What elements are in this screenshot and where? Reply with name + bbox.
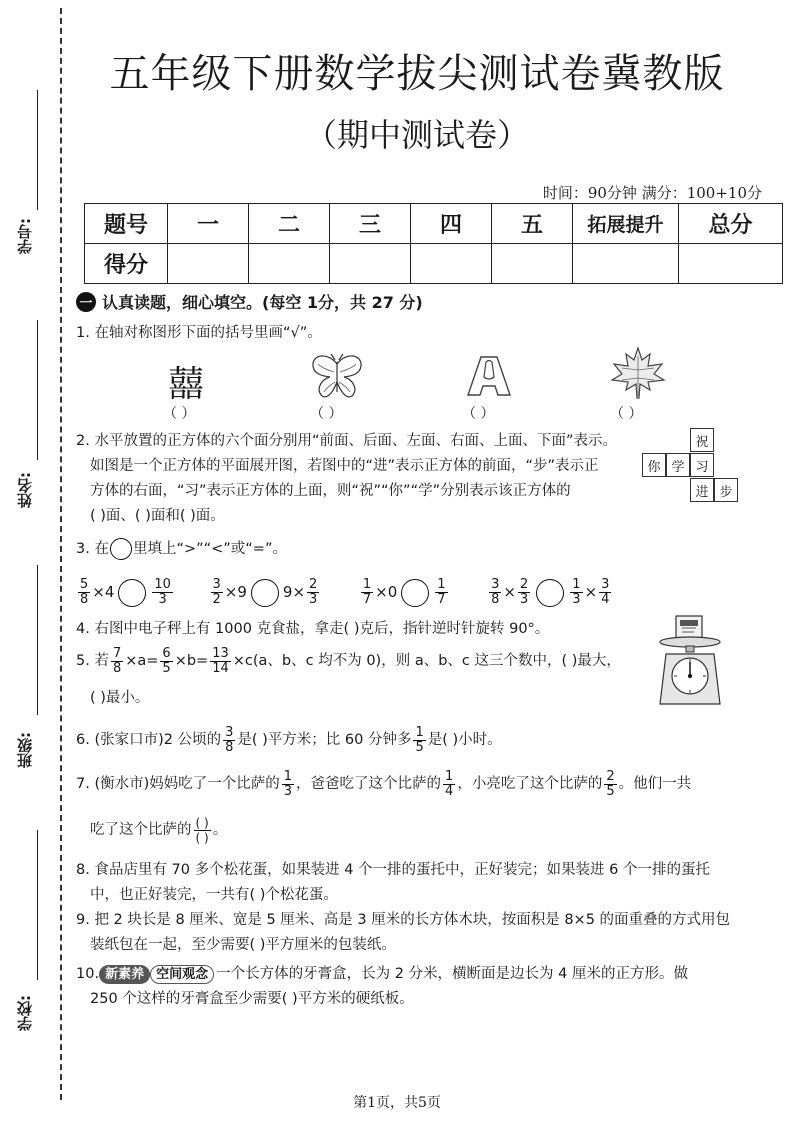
operator: × <box>503 583 516 601</box>
question-10 <box>76 962 688 1012</box>
frac-den: 3 <box>572 592 581 607</box>
school-field-rule <box>37 830 38 980</box>
frac-num: 2 <box>520 577 529 592</box>
net-cell-ni: 你 <box>642 453 666 477</box>
score-table-score-row <box>85 244 783 284</box>
frac-num: 1 <box>362 577 372 592</box>
q7-text: ，爸爸吃了这个比萨的 <box>296 776 442 792</box>
school-label: 学校: <box>16 995 34 1031</box>
frac-den: 5 <box>162 660 171 676</box>
question-7 <box>76 766 691 802</box>
frac-num: 5 <box>80 577 89 592</box>
frac-den: 8 <box>225 739 234 755</box>
q9-line: 装纸包在一起，至少需要( )平方厘米的包装纸。 <box>90 937 396 953</box>
question-5 <box>76 643 621 679</box>
frac-den: 4 <box>445 783 454 799</box>
time-info: 时间：90分钟 满分：100+10分 <box>542 184 762 202</box>
q9-line: 9. 把 2 块长是 8 厘米、宽是 5 厘米、高是 3 厘米的长方体木块，按面积是 8×5 的面重叠的方式用包 <box>76 912 731 928</box>
page-footer: 第1页，共5页 <box>353 1095 441 1111</box>
frac-num: 3 <box>491 577 500 592</box>
answer-paren[interactable]: （ ） <box>610 406 643 422</box>
question-3 <box>76 537 287 562</box>
q5-text: ×a= <box>125 653 159 669</box>
class-field-rule <box>37 565 38 715</box>
frac-den: 7 <box>437 592 446 607</box>
score-cell: 三 <box>330 204 411 244</box>
maple-leaf-icon <box>610 346 666 400</box>
q8-line: 8. 食品店里有 70 多个松花蛋，如果装进 4 个一排的蛋托中，正好装完；如果装进 6 个一排的蛋托 <box>76 862 710 878</box>
question-2-line: ( )面、( )面和( )面。 <box>90 508 225 524</box>
frac-num: 7 <box>112 645 122 661</box>
compare-circle[interactable] <box>401 579 429 607</box>
score-cell: 总分 <box>679 204 783 244</box>
electronic-scale-icon <box>656 612 724 710</box>
frac-den: 3 <box>309 592 318 607</box>
answer-paren[interactable]: （ ） <box>310 406 343 422</box>
score-cell: 二 <box>249 204 330 244</box>
name-field-rule <box>37 320 38 460</box>
q7-text: 吃了这个比萨的 <box>90 822 192 838</box>
section-title: 认真读题，细心填空。(每空 1分，共 27 分) <box>102 293 423 312</box>
net-cell-zhu: 祝 <box>690 428 714 452</box>
q7-text: ，小亮吃了这个比萨的 <box>457 776 603 792</box>
frac-den: 4 <box>601 592 610 607</box>
frac-num: 1 <box>415 724 424 740</box>
q8-line: 中，也正好装完，一共有( )个松花蛋。 <box>90 887 338 903</box>
frac-num: 2 <box>309 577 318 592</box>
question-2-line: 方体的右面，“习”表示正方体的上面，则“祝”“你”“学”分别表示该正方体的 <box>90 483 571 499</box>
compare-item <box>76 577 180 607</box>
question-3-prefix: 3. 在 <box>76 541 109 557</box>
q6-text: 是( )平方米；比 60 分钟多 <box>237 732 412 748</box>
question-3-suffix: 里填上“>”“<”或“=”。 <box>132 541 287 557</box>
score-row-label: 得分 <box>85 244 168 284</box>
spatial-concept-tag: 空间观念 <box>150 965 214 984</box>
score-input-cell[interactable] <box>411 244 492 284</box>
q5-text: ( )最小。 <box>90 690 150 706</box>
compare-item <box>487 577 613 607</box>
compare-circle[interactable] <box>251 579 279 607</box>
question-2 <box>76 429 617 529</box>
frac-den: 2 <box>212 592 221 607</box>
q10-number: 10. <box>76 966 100 982</box>
net-cell-bu: 步 <box>714 478 738 502</box>
question-1-text: 1. 在轴对称图形下面的括号里画“√”。 <box>76 325 322 341</box>
page-subtitle: （期中测试卷） <box>304 116 529 154</box>
frac-num: 10 <box>154 577 171 592</box>
frac-den: 8 <box>112 660 122 676</box>
double-happiness-icon: 囍 <box>168 364 205 405</box>
question-7-line2 <box>76 812 227 848</box>
name-label: 姓名: <box>16 472 34 508</box>
page-title: 五年级下册数学拔尖测试卷冀教版 <box>109 51 725 97</box>
q10-line: 一个长方体的牙膏盒，长为 2 分米，横断面是边长为 4 厘米的正方形。做 <box>216 966 688 982</box>
section-number: 一 <box>76 292 96 312</box>
question-3-items <box>76 574 613 610</box>
question-6 <box>76 722 502 758</box>
binding-dashed-line <box>60 8 62 1100</box>
compare-circle[interactable] <box>536 579 564 607</box>
compare-item <box>209 577 327 607</box>
frac-den: 8 <box>491 592 500 607</box>
operator: ×4 <box>92 583 115 601</box>
frac-num: 1 <box>572 577 581 592</box>
frac-num: 1 <box>437 577 446 592</box>
q6-text: 是( )小时。 <box>427 732 502 748</box>
frac-num: 1 <box>445 768 454 784</box>
q10-line: 250 个这样的牙膏盒至少需要( )平方米的硬纸板。 <box>90 991 414 1007</box>
frac-num: 2 <box>606 768 615 784</box>
operator: ×0 <box>375 583 398 601</box>
net-cell-xi: 习 <box>690 453 714 477</box>
score-table-header-row <box>85 204 783 244</box>
score-cell: 题号 <box>85 204 168 244</box>
score-input-cell[interactable] <box>492 244 573 284</box>
frac-den: 14 <box>212 660 229 676</box>
frac-den: 3 <box>520 592 529 607</box>
frac-den: 7 <box>362 592 372 607</box>
net-cell-xue: 学 <box>666 453 690 477</box>
score-table <box>84 203 783 284</box>
operator: 9× <box>282 583 306 601</box>
frac-num: ( ) <box>195 815 209 830</box>
frac-num: 1 <box>283 768 293 784</box>
letter-a-icon <box>466 355 512 397</box>
q5-text: ×c(a、b、c 均不为 0)，则 a、b、c 这三个数中，( )最大， <box>232 653 621 669</box>
circle-blank-icon <box>110 538 132 560</box>
compare-circle[interactable] <box>118 579 146 607</box>
frac-den: 5 <box>606 783 615 799</box>
frac-den: 5 <box>415 739 424 755</box>
q7-text: 7. (衡水市)妈妈吃了一个比萨的 <box>76 776 280 792</box>
frac-den: 3 <box>158 592 167 607</box>
section-heading <box>76 290 423 313</box>
answer-paren[interactable]: （ ） <box>163 406 196 422</box>
net-cell-jin: 进 <box>690 478 714 502</box>
score-input-cell[interactable] <box>168 244 249 284</box>
frac-den: 3 <box>283 783 293 799</box>
question-5-line2 <box>76 686 149 711</box>
frac-num: 13 <box>212 645 229 661</box>
question-8 <box>76 858 710 908</box>
score-cell: 四 <box>411 204 492 244</box>
q5-text: 5. 若 <box>76 653 109 669</box>
new-literacy-tag: 新素养 <box>99 965 150 984</box>
question-4-text: 4. 右图中电子秤上有 1000 克食盐，拿走( )克后，指针逆时针旋转 90°。 <box>76 621 550 637</box>
frac-den: ( ) <box>195 830 209 845</box>
q7-text: 。 <box>212 822 228 838</box>
frac-num: 6 <box>162 645 171 661</box>
frac-num: 3 <box>212 577 221 592</box>
frac-num: 3 <box>601 577 610 592</box>
compare-item <box>359 577 454 607</box>
score-input-cell[interactable] <box>330 244 411 284</box>
butterfly-icon <box>308 352 366 402</box>
q5-text: ×b= <box>174 653 209 669</box>
score-cell: 五 <box>492 204 573 244</box>
score-cell: 拓展提升 <box>573 204 679 244</box>
operator: ×9 <box>224 583 247 601</box>
score-input-cell[interactable] <box>573 244 679 284</box>
answer-paren[interactable]: （ ） <box>462 406 495 422</box>
answer-fraction-blank[interactable] <box>194 816 211 845</box>
question-2-line: 2. 水平放置的正方体的六个面分别用“前面、后面、左面、右面、上面、下面”表示。 <box>76 433 617 449</box>
score-cell: 一 <box>168 204 249 244</box>
class-label: 班级: <box>16 732 34 768</box>
operator: × <box>584 583 598 601</box>
question-9 <box>76 908 730 958</box>
score-input-cell[interactable] <box>679 244 783 284</box>
question-2-line: 如图是一个正方体的平面展开图，若图中的“进”表示正方体的前面，“步”表示正 <box>90 458 599 474</box>
score-input-cell[interactable] <box>249 244 330 284</box>
student-id-label: 学号: <box>16 218 34 254</box>
q6-text: 6. (张家口市)2 公顷的 <box>76 732 222 748</box>
q7-text: 。他们一共 <box>618 776 692 792</box>
frac-den: 8 <box>80 592 89 607</box>
frac-num: 3 <box>225 724 234 740</box>
